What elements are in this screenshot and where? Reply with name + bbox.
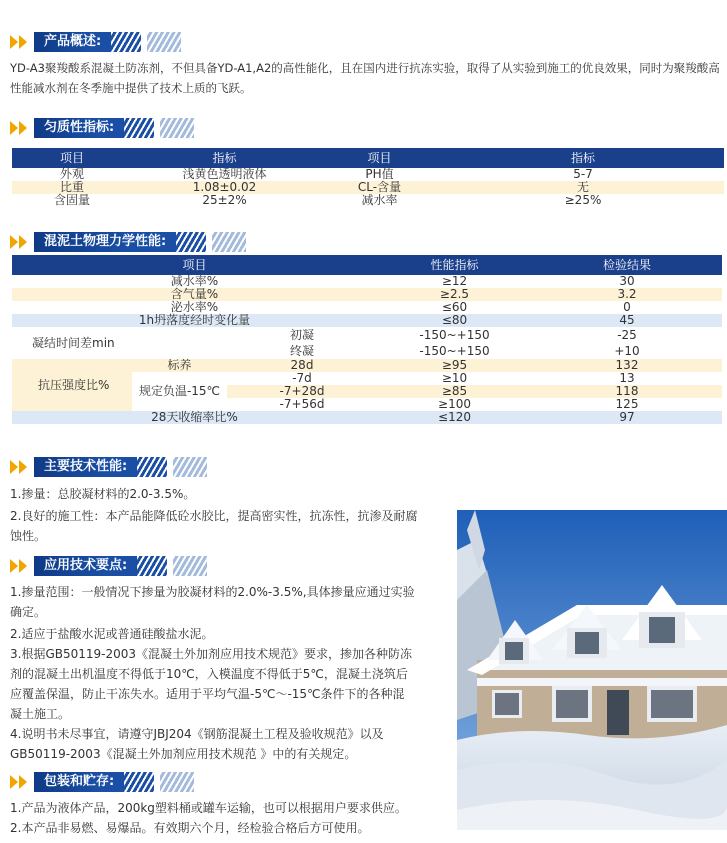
chevron-icon: [10, 775, 18, 789]
table-cell: ≥12: [377, 275, 532, 288]
packaging-line: 1.产品为液体产品，200kg塑料桶或罐车运输，也可以根据用户要求供应。: [10, 801, 407, 815]
overview-title: 产品概述:: [34, 32, 127, 52]
table-row: [12, 314, 722, 327]
table-row: [12, 359, 722, 372]
table-cell: 外观: [12, 168, 132, 181]
table-cell: -150~+150: [377, 327, 532, 343]
table-cell: 初凝: [227, 327, 377, 343]
header-cell: 项目: [12, 255, 377, 275]
table-cell: 5-7: [442, 168, 724, 181]
uniformity-table: [12, 148, 724, 207]
table-cell: 28d: [227, 359, 377, 372]
table-cell: +10: [532, 343, 722, 359]
table-cell: 无: [442, 181, 724, 194]
concrete-table: [12, 255, 722, 424]
heading-decoration: [160, 772, 194, 792]
chevron-icon: [10, 121, 18, 135]
application-line: 3.根据GB50119-2003《混凝土外加剂应用技术规范》要求，掺加各种防冻: [10, 647, 413, 661]
header-cell: 检验结果: [532, 255, 722, 275]
packaging-title: 包装和贮存:: [34, 772, 140, 792]
chevron-icon: [19, 235, 27, 249]
table-cell: 3.2: [532, 288, 722, 301]
table-cell: 凝结时间差min: [12, 327, 227, 359]
heading-decoration: [212, 232, 246, 252]
packaging-heading: [10, 772, 194, 792]
chevron-icon: [19, 35, 27, 49]
table-header-row: [12, 255, 722, 275]
table-cell: 28天收缩率比%: [12, 411, 377, 424]
tech-point-2-cont: 蚀性。: [10, 529, 47, 543]
table-cell: 终凝: [227, 343, 377, 359]
table-row: [12, 194, 724, 207]
table-cell: ≥25%: [442, 194, 724, 207]
concrete-heading: [10, 232, 246, 252]
chevron-icon: [10, 559, 18, 573]
tech-point-1: 1.掺量：总胶凝材料的2.0-3.5%。: [10, 487, 196, 501]
table-cell: ≤60: [377, 301, 532, 314]
tech-point-2: 2.良好的施工性：本产品能降低砼水胶比，提高密实性，抗冻性，抗渗及耐腐: [10, 509, 418, 523]
heading-decoration: [173, 457, 207, 477]
table-cell: 比重: [12, 181, 132, 194]
table-cell: 减水率: [317, 194, 442, 207]
overview-text: YD-A3聚羧酸系混凝土防冻剂，不但具备YD-A1,A2的高性能化，且在国内进行抗冻实验，取得了从实验到施工的优良效果，同时为聚羧酸高性能减水剂在冬季施中提供了技术上质的飞跃。: [10, 61, 720, 95]
application-line: 4.说明书未尽事宜，请遵守JBJ204《钢筋混凝土工程及验收规范》以及: [10, 727, 384, 741]
chevron-icon: [10, 35, 18, 49]
table-cell: PH值: [317, 168, 442, 181]
table-cell: ≤120: [377, 411, 532, 424]
table-cell: 抗压强度比%: [12, 359, 132, 411]
application-title: 应用技术要点:: [34, 556, 153, 576]
table-cell: 97: [532, 411, 722, 424]
packaging-line: 2.本产品非易燃、易爆品。有效期六个月，经检验合格后方可使用。: [10, 821, 370, 835]
table-cell: -150~+150: [377, 343, 532, 359]
table-cell: ≥10: [377, 372, 532, 385]
tech-title: 主要技术性能:: [34, 457, 153, 477]
table-cell: 25±2%: [132, 194, 317, 207]
application-heading: [10, 556, 207, 576]
chevron-icon: [19, 559, 27, 573]
table-cell: 标养: [132, 359, 227, 372]
chevron-icon: [19, 460, 27, 474]
application-line: 应覆盖保温，防止干冻失水。适用于平均气温-5℃～-15℃条件下的各种混: [10, 687, 405, 701]
table-row: [12, 327, 722, 343]
heading-decoration: [147, 32, 181, 52]
chevron-icon: [19, 775, 27, 789]
application-line: 2.适应于盐酸水泥或普通硅酸盐水泥。: [10, 627, 214, 641]
table-cell: 1.08±0.02: [132, 181, 317, 194]
header-cell: 项目: [12, 148, 132, 168]
chevron-icon: [10, 460, 18, 474]
table-cell: ≤80: [377, 314, 532, 327]
application-line: 确定。: [10, 605, 47, 619]
table-cell: ≥2.5: [377, 288, 532, 301]
table-cell: 1h坍落度经时变化量: [12, 314, 377, 327]
heading-decoration: [173, 556, 207, 576]
header-cell: 项目: [317, 148, 442, 168]
uniformity-title: 匀质性指标:: [34, 118, 140, 138]
table-cell: 含气量%: [12, 288, 377, 301]
table-row: [12, 288, 722, 301]
table-cell: CL-含量: [317, 181, 442, 194]
table-cell: 132: [532, 359, 722, 372]
table-cell: 45: [532, 314, 722, 327]
application-line: 剂的混凝土出机温度不得低于10℃，入模温度不得低于5℃，混凝土浇筑后: [10, 667, 408, 681]
table-header-row: [12, 148, 724, 168]
heading-decoration: [160, 118, 194, 138]
table-row: [12, 411, 722, 424]
table-cell: 30: [532, 275, 722, 288]
uniformity-heading: [10, 118, 194, 138]
tech-heading: [10, 457, 207, 477]
header-cell: 性能指标: [377, 255, 532, 275]
table-cell: 含固量: [12, 194, 132, 207]
table-cell: -7d: [227, 372, 377, 385]
header-cell: 指标: [442, 148, 724, 168]
table-cell: 0: [532, 301, 722, 314]
chevron-icon: [10, 235, 18, 249]
header-cell: 指标: [132, 148, 317, 168]
table-cell: -7+56d: [227, 398, 377, 411]
overview-heading: [10, 32, 181, 52]
table-row: [12, 275, 722, 288]
table-cell: 13: [532, 372, 722, 385]
chevron-icon: [19, 121, 27, 135]
application-line: 凝土施工。: [10, 707, 71, 721]
table-row: [12, 301, 722, 314]
table-cell: ≥100: [377, 398, 532, 411]
table-cell: -7+28d: [227, 385, 377, 398]
snow-house-photo: [457, 510, 727, 830]
table-cell: 减水率%: [12, 275, 377, 288]
application-line: 1.掺量范围：一般情况下掺量为胶凝材料的2.0%-3.5%,具体掺量应通过实验: [10, 585, 415, 599]
table-cell: -25: [532, 327, 722, 343]
table-cell: ≥85: [377, 385, 532, 398]
table-cell: 浅黄色透明液体: [132, 168, 317, 181]
application-line: GB50119-2003《混凝土外加剂应用技术规范 》中的有关规定。: [10, 747, 357, 761]
table-cell: ≥95: [377, 359, 532, 372]
table-cell: 118: [532, 385, 722, 398]
house-illustration: [457, 510, 727, 830]
concrete-title: 混泥土物理力学性能:: [34, 232, 192, 252]
table-cell: 125: [532, 398, 722, 411]
table-cell: 泌水率%: [12, 301, 377, 314]
table-cell: 规定负温-15℃: [132, 372, 227, 411]
